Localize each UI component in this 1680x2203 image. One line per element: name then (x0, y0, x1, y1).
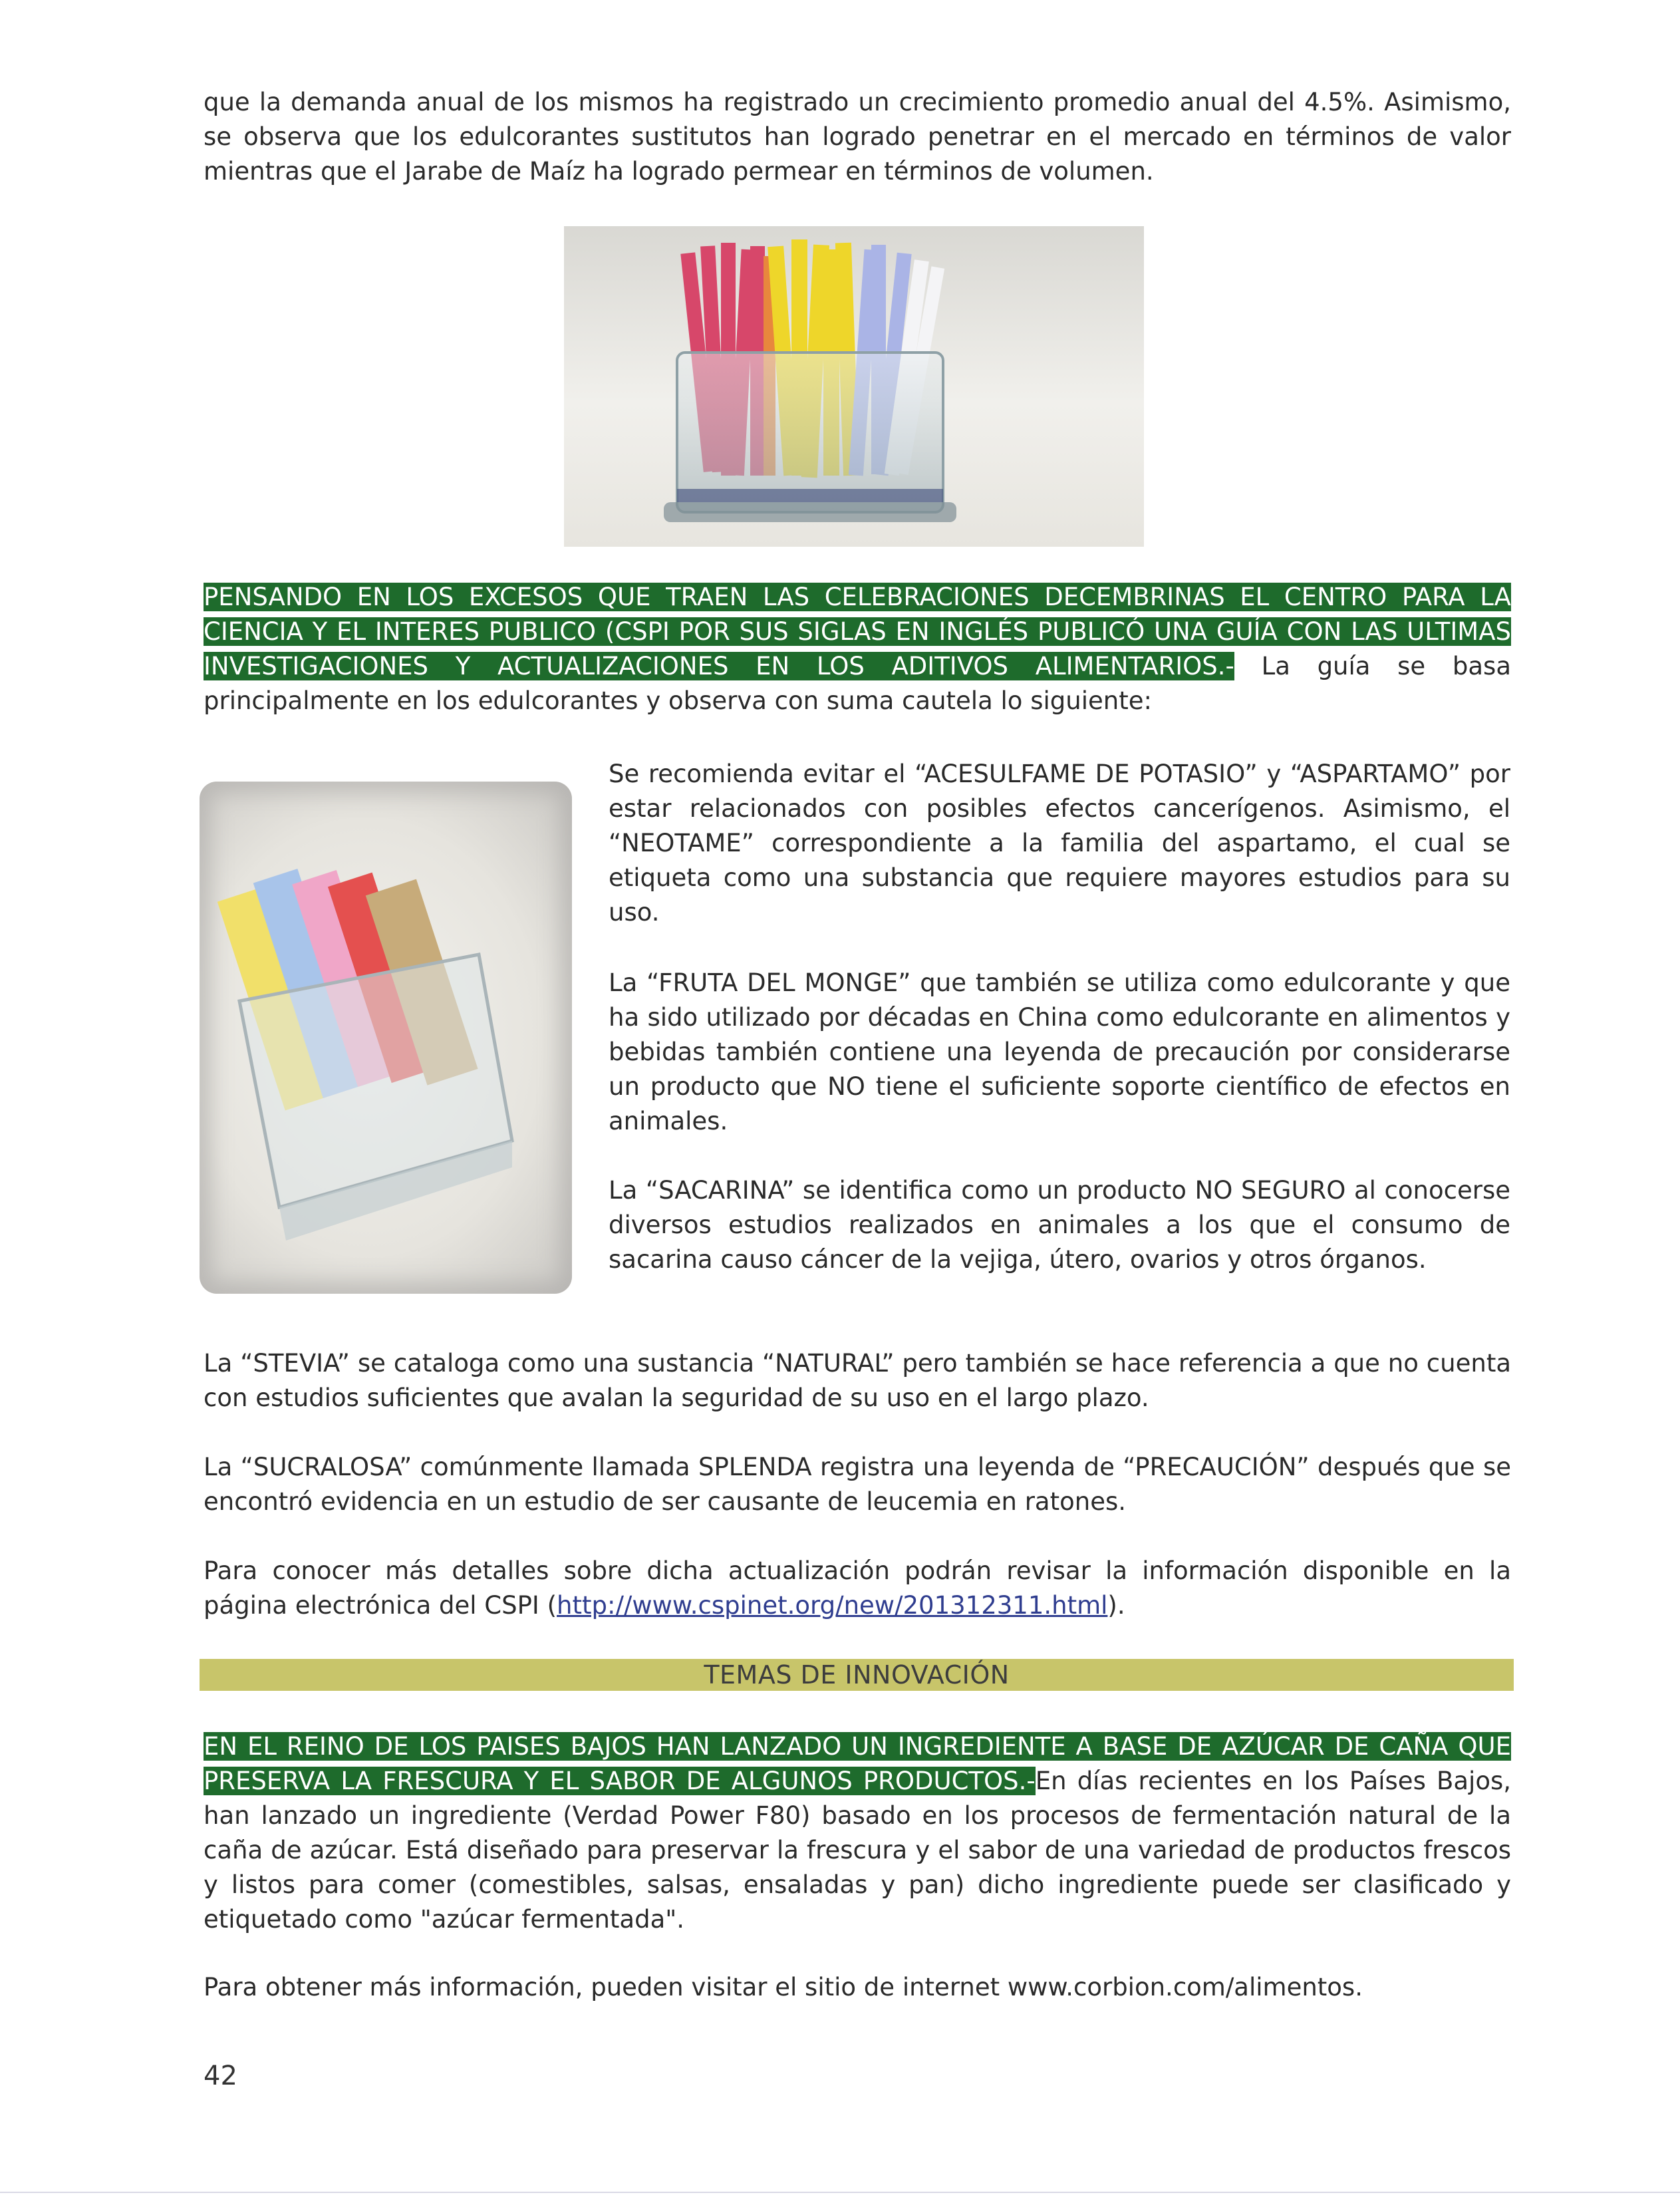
sweetener-holder-illustration (200, 782, 572, 1294)
sweetener-packets-photo (564, 226, 1144, 547)
sweetener-packets-illustration (564, 226, 1144, 547)
section-banner (200, 1659, 1514, 1691)
sucralosa-paragraph: La “SUCRALOSA” comúnmente llamada SPLENDA registra una leyenda de “PRECAUCIÓN” después que se encontró evidencia en un estudio de ser causante de leucemia en ratones. (204, 1453, 1511, 1516)
cspi-link[interactable]: http://www.cspinet.org/new/201312311.html (557, 1591, 1108, 1620)
cspi-headline-highlight: PENSANDO EN LOS EXCESOS QUE TRAEN LAS CELEBRACIONES DECEMBRINAS EL CENTRO PARA LA CIENCIA Y EL INTERES PUBLICO (CSPI POR SUS SIGLAS EN INGLÉS PUBLICÓ UNA GUÍA CON LAS ULTIMAS INVESTIGACIONES Y ACTUALIZACIONES EN LOS ADITIVOS ALIMENTARIOS.- (204, 583, 1511, 680)
sacarina-paragraph: La “SACARINA” se identifica como un producto NO SEGURO al conocerse diversos estudios realizados en animales a los que el consumo de sacarina causo cáncer de la vejiga, útero, ovarios y otros órganos. (609, 1176, 1510, 1274)
sweetener-holder-photo (200, 782, 572, 1294)
cspi-paragraph (204, 580, 1511, 718)
innovation-paragraph (204, 1729, 1511, 1937)
footer-rule (0, 2192, 1680, 2193)
fruta-paragraph: La “FRUTA DEL MONGE” que también se utiliza como edulcorante y que ha sido utilizado por décadas en China como edulcorante en alimentos y bebidas también contiene una leyenda de precaución por considerarse un producto que NO tiene el suficiente soporte científico de efectos en animales. (609, 968, 1510, 1135)
section-banner-title: TEMAS DE INNOVACIÓN (704, 1660, 1010, 1689)
cspi-body-text: La guía se basa principalmente en los edulcorantes y observa con suma cautela lo siguiente: (204, 652, 1512, 715)
innovation-headline-highlight: EN EL REINO DE LOS PAISES BAJOS HAN LANZADO UN INGREDIENTE A BASE DE AZÚCAR DE CAÑA QUE PRESERVA LA FRESCURA Y EL SABOR DE ALGUNOS PRODUCTOS.- (204, 1732, 1511, 1795)
acesulfame-paragraph: Se recomienda evitar el “ACESULFAME DE POTASIO” y “ASPARTAMO” por estar relacionados con posibles efectos cancerígenos. Asimismo, el “NEOTAME” correspondiente a la familia del aspartamo, el cual se etiqueta como una substancia que requiere mayores estudios para su uso. (609, 760, 1510, 927)
corbion-paragraph: Para obtener más información, pueden visitar el sitio de internet www.corbion.com/alimentos. (204, 1973, 1363, 2001)
innovation-body-text: En días recientes en los Países Bajos, han lanzado un ingrediente (Verdad Power F80) basado en los procesos de fermentación natural de la caña de azúcar. Está diseñado para preservar la frescura y el sabor de una variedad de productos frescos y listos para comer (comestibles, salsas, ensaladas y pan) dicho ingrediente puede ser clasificado y etiquetado como "azúcar fermentada". (204, 1767, 1511, 1934)
page-number: 42 (204, 2061, 237, 2091)
cspi-more-close: ). (1107, 1591, 1125, 1620)
cspi-more-text: Para conocer más detalles sobre dicha actualización podrán revisar la información disponible en la página electrónica del CSPI ( (204, 1556, 1511, 1620)
stevia-paragraph: La “STEVIA” se cataloga como una sustancia “NATURAL” pero también se hace referencia a que no cuenta con estudios suficientes que avalan la seguridad de su uso en el largo plazo. (204, 1349, 1511, 1412)
cspi-more-paragraph (204, 1554, 1511, 1623)
intro-paragraph: que la demanda anual de los mismos ha registrado un crecimiento promedio anual del 4.5%. Asimismo, se observa que los edulcorantes sustitutos han logrado penetrar en el mercado en términos de valor mientras que el Jarabe de Maíz ha logrado permear en términos de volumen. (204, 88, 1511, 186)
